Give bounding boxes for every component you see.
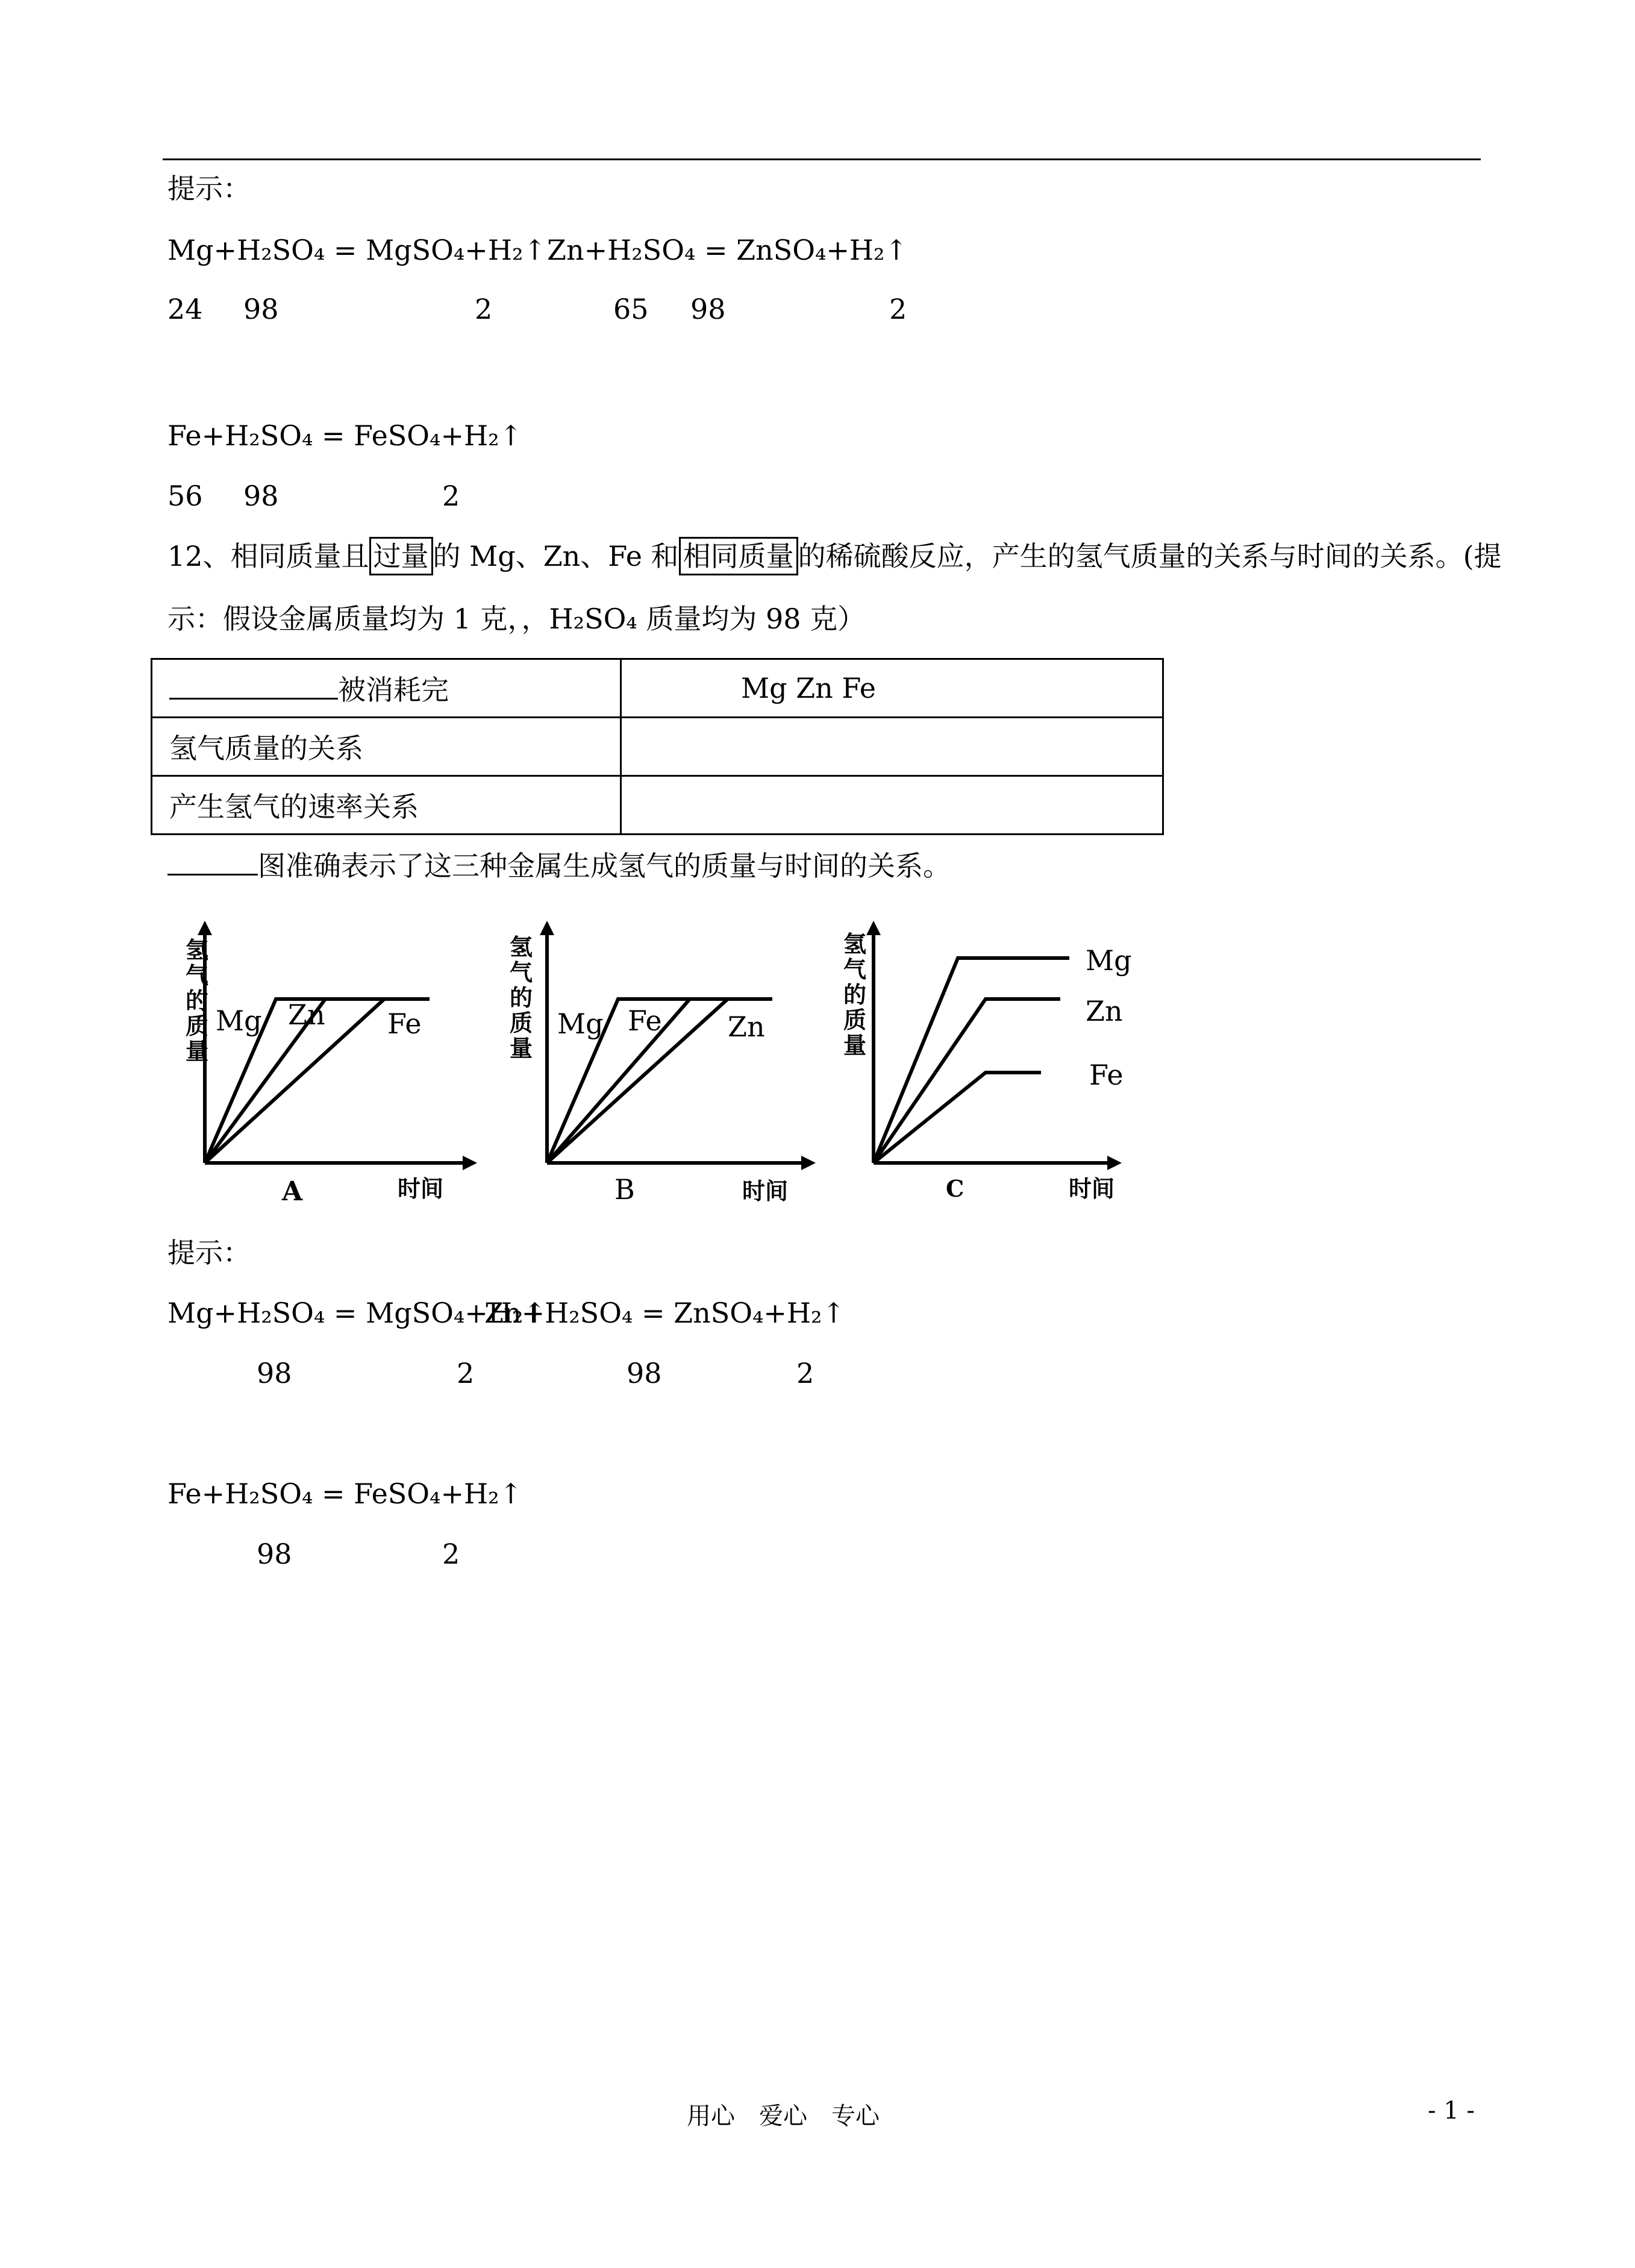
x-axis-label: 时间 [742, 1178, 789, 1204]
question-text: 的 Mg、Zn、Fe 和 [433, 540, 679, 572]
table-row [152, 659, 1163, 718]
hint2-num: 98 [257, 1357, 292, 1389]
y-label-char: 量 [843, 1032, 867, 1059]
question-line1 [167, 542, 1502, 570]
series-label: Zn [728, 1010, 765, 1043]
x-axis-arrow [463, 1156, 477, 1170]
x-axis-label: 时间 [398, 1176, 444, 1202]
answer-table [151, 658, 1164, 835]
y-label-char: 氢 [843, 931, 867, 957]
graph-question [167, 852, 951, 880]
y-label-char: 气 [186, 962, 209, 989]
hint1-eq-fe: Fe+H₂SO₄ = FeSO₄+H₂↑ [167, 419, 523, 452]
series-label: Mg [557, 1007, 604, 1040]
graph-b [506, 916, 843, 1211]
hint1-num: 56 [167, 480, 203, 512]
hint1-num: 2 [475, 293, 493, 325]
y-label-char: 氢 [510, 934, 533, 960]
hint1-eq-zn: Zn+H₂SO₄ = ZnSO₄+H₂↑ [547, 234, 908, 266]
table-label: 产生氢气的速率关系 [169, 791, 419, 823]
y-label-char: 的 [510, 985, 533, 1011]
graph-a [167, 916, 505, 1211]
graph-question-text: 图准确表示了这三种金属生成氢气的质量与时间的关系。 [258, 850, 951, 882]
hint1-label: 提示： [167, 172, 251, 205]
y-label-char: 质 [186, 1013, 209, 1039]
graph-c [843, 916, 1181, 1211]
y-label-char: 质 [843, 1007, 867, 1033]
series-label: Zn [1086, 995, 1123, 1027]
hint2-num: 2 [442, 1538, 460, 1570]
graph-letter: C [946, 1175, 964, 1202]
table-cell[interactable] [621, 776, 1163, 835]
y-label-char: 气 [843, 956, 867, 983]
y-label-char: 量 [510, 1035, 533, 1062]
hint1-num: 24 [167, 293, 203, 325]
boxed-term: 过量 [369, 537, 433, 575]
question-line2: 示：假设金属质量均为 1 克，，H₂SO₄ 质量均为 98 克） [167, 603, 866, 635]
table-cell [152, 718, 621, 776]
series-label: Fe [387, 1007, 422, 1040]
x-axis-label: 时间 [1069, 1176, 1115, 1202]
x-axis-arrow [1107, 1156, 1122, 1170]
table-row [152, 776, 1163, 835]
series-label: Fe [628, 1004, 662, 1037]
header-rule [163, 158, 1481, 160]
series-label: Zn [288, 998, 325, 1031]
y-label-char: 气 [510, 959, 533, 986]
boxed-term: 相同质量 [679, 537, 798, 575]
hint1-num: 98 [690, 293, 726, 325]
hint1-num: 98 [243, 480, 279, 512]
hint2-num: 98 [627, 1357, 662, 1389]
series-label: Mg [216, 1004, 262, 1037]
hint2-num: 98 [257, 1538, 292, 1570]
graph-letter: B [614, 1173, 635, 1206]
series-line-fe [874, 1073, 1041, 1163]
hint2-eq-fe: Fe+H₂SO₄ = FeSO₄+H₂↑ [167, 1477, 523, 1510]
table-cell[interactable] [621, 718, 1163, 776]
page-number: - 1 - [1428, 2097, 1475, 2125]
table-cell [152, 776, 621, 835]
table-cell [621, 659, 1163, 718]
answer-blank[interactable] [167, 874, 258, 876]
hint1-num: 2 [889, 293, 907, 325]
hint1-num: 65 [613, 293, 649, 325]
y-axis-arrow [198, 921, 212, 935]
y-label-char: 的 [843, 982, 867, 1008]
x-axis-arrow [801, 1156, 816, 1170]
hint2-label: 提示： [167, 1236, 251, 1269]
hint1-eq-mg: Mg+H₂SO₄ = MgSO₄+H₂↑ [167, 234, 546, 266]
answer-blank[interactable] [169, 698, 338, 700]
table-row [152, 718, 1163, 776]
series-line-mg [874, 958, 1069, 1163]
series-label: Mg [1086, 944, 1132, 977]
y-axis-arrow [540, 921, 554, 935]
table-value: Mg Zn Fe [741, 672, 877, 704]
hint2-num: 2 [457, 1357, 475, 1389]
hint1-num: 2 [442, 480, 460, 512]
question-text: 12、相同质量且 [167, 540, 369, 572]
y-label-char: 氢 [186, 937, 209, 963]
hint2-eq-mg: Mg+H₂SO₄ = MgSO₄+H₂↑ [167, 1297, 546, 1329]
hint1-num: 98 [243, 293, 279, 325]
table-label: 氢气质量的关系 [169, 732, 363, 765]
y-label-char: 质 [510, 1010, 533, 1036]
footer-slogan: 用心 爱心 专心 [687, 2102, 880, 2130]
table-label: 被消耗完 [338, 674, 449, 706]
series-label: Fe [1089, 1059, 1124, 1091]
hint2-num: 2 [796, 1357, 814, 1389]
question-text: 的稀硫酸反应，产生的氢气质量的关系与时间的关系。(提 [798, 540, 1502, 572]
graph-letter: A [282, 1176, 303, 1207]
hint2-eq-zn: Zn+H₂SO₄ = ZnSO₄+H₂↑ [484, 1297, 846, 1329]
y-axis-arrow [866, 921, 881, 935]
table-cell [152, 659, 621, 718]
y-label-char: 的 [186, 988, 209, 1014]
y-label-char: 量 [186, 1038, 209, 1065]
